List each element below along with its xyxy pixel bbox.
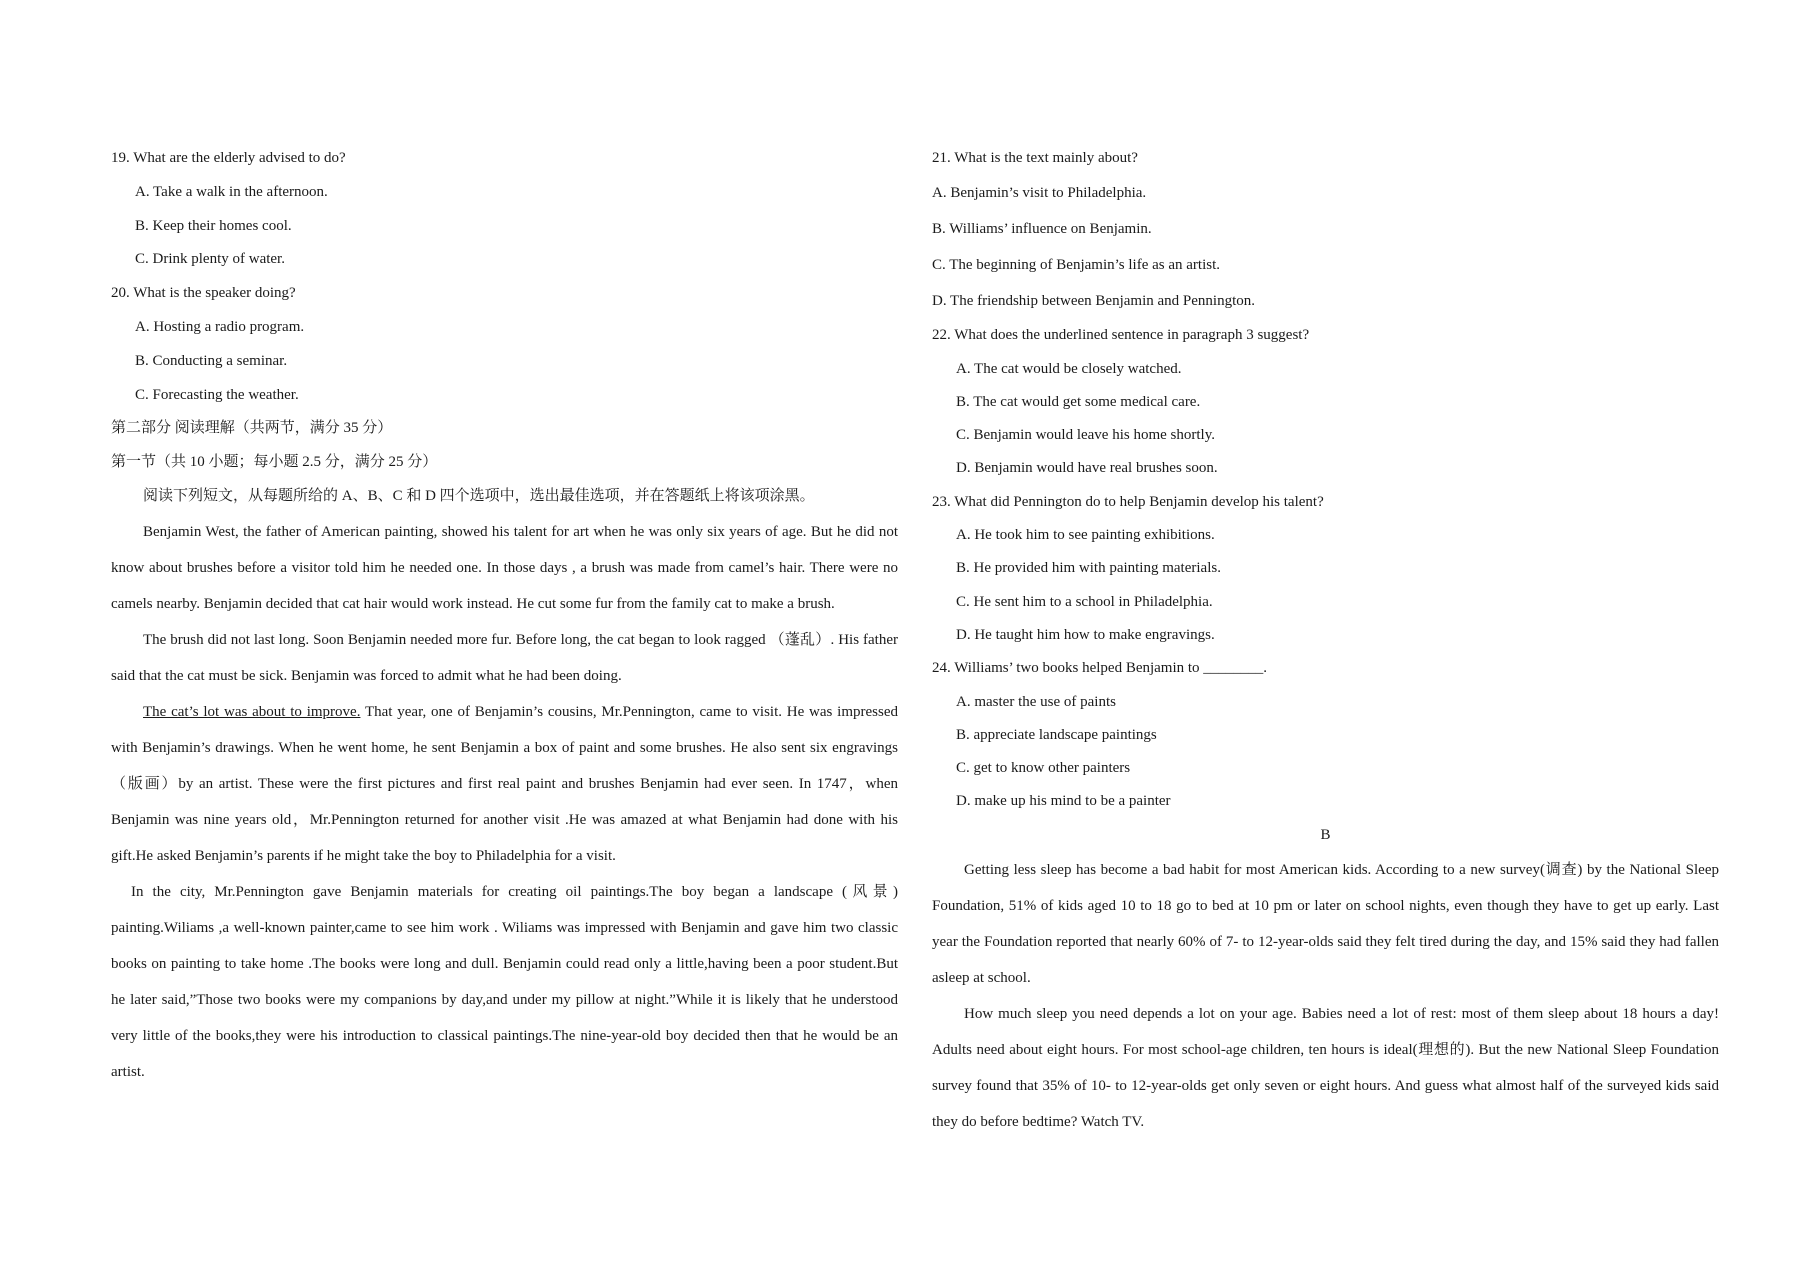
q20-option-a: A. Hosting a radio program. — [135, 318, 305, 335]
reading-instructions: 阅读下列短文，从每题所给的 A、B、C 和 D 四个选项中，选出最佳选项，并在答题纸上将该项涂黑。 — [143, 487, 815, 504]
passage-a-paragraph-4: In the city, Mr.Pennington gave Benjamin materials for creating oil paintings.The boy began a landscape (风景) painting.Wiliams ,a well-known painter,came to see him work . Wiliams was impressed with Benjamin and gave him two classic books on painting to take home .The books were long and dull. Benjamin could read only a little,having been a poor student.But he later said,”Those two books were my companions by day,and under my pillow at night.”While it is likely that he understood very little of the books,they were his introduction to classical paintings.The nine-year-old boy decided then that he would be an artist. — [111, 883, 898, 1080]
q19-option-b: B. Keep their homes cool. — [135, 217, 292, 234]
q21-option-d: D. The friendship between Benjamin and Pennington. — [932, 293, 1255, 310]
q22-option-a: A. The cat would be closely watched. — [956, 360, 1182, 377]
q20-option-b: B. Conducting a seminar. — [135, 352, 288, 369]
q21-option-a: A. Benjamin’s visit to Philadelphia. — [932, 185, 1147, 202]
q23-option-b: B. He provided him with painting materials. — [956, 560, 1221, 577]
section1-heading: 第一节（共 10 小题；每小题 2.5 分，满分 25 分） — [111, 454, 438, 471]
right-column — [932, 142, 1719, 1140]
q24-option-b: B. appreciate landscape paintings — [956, 726, 1157, 743]
passage-a-paragraph-2: The brush did not last long. Soon Benjamin needed more fur. Before long, the cat began to look ragged （蓬乱）. His father said that the cat must be sick. Benjamin was forced to admit what he had been doing. — [111, 631, 898, 684]
underlined-sentence: The cat’s lot was about to improve. — [143, 703, 361, 720]
passage-a-paragraph-1: Benjamin West, the father of American painting, showed his talent for art when he was only six years of age. But he did not know about brushes before a visitor told him he needed one. In those days , a brush was made from camel’s hair. There were no camels nearby. Benjamin decided that cat hair would work instead. He cut some fur from the family cat to make a brush. — [111, 523, 898, 612]
q22-stem: 22. What does the underlined sentence in paragraph 3 suggest? — [932, 327, 1310, 344]
q20-stem: 20. What is the speaker doing? — [111, 285, 296, 302]
q22-option-d: D. Benjamin would have real brushes soon. — [956, 460, 1218, 477]
passage-b-paragraph-1: Getting less sleep has become a bad habit for most American kids. According to a new survey(调查) by the National Sleep Foundation, 51% of kids aged 10 to 18 go to bed at 10 pm or later on school nights, even though they have to get up early. Last year the Foundation reported that nearly 60% of 7- to 12-year-olds said they felt tired during the day, and 15% said they had fallen asleep at school. — [932, 862, 1719, 987]
q21-stem: 21. What is the text mainly about? — [932, 150, 1138, 166]
left-column — [111, 142, 898, 1090]
q23-option-d: D. He taught him how to make engravings. — [956, 626, 1215, 643]
q23-option-c: C. He sent him to a school in Philadelphia. — [956, 593, 1213, 610]
q23-stem: 23. What did Pennington do to help Benjamin develop his talent? — [932, 493, 1324, 510]
q24-stem: 24. Williams’ two books helped Benjamin to ________. — [932, 660, 1268, 677]
q20-option-c: C. Forecasting the weather. — [135, 386, 299, 403]
q24-option-a: A. master the use of paints — [956, 693, 1116, 710]
part2-heading: 第二部分 阅读理解（共两节，满分 35 分） — [111, 420, 393, 437]
q19-option-c: C. Drink plenty of water. — [135, 251, 285, 268]
q19-stem: 19. What are the elderly advised to do? — [111, 150, 346, 166]
q23-option-a: A. He took him to see painting exhibitions. — [956, 527, 1215, 544]
q22-option-b: B. The cat would get some medical care. — [956, 393, 1201, 410]
q21-option-b: B. Williams’ influence on Benjamin. — [932, 221, 1152, 238]
passage-a-paragraph-3-text: That year, one of Benjamin’s cousins, Mr.Pennington, came to visit. He was impressed with Benjamin’s drawings. When he went home, he sent Benjamin a box of paint and some brushes. He also sent six engravings （版画）by an artist. These were the first pictures and first real paint and brushes Benjamin had ever seen. In 1747，when Benjamin was nine years old，Mr.Pennington returned for another visit .He was amazed at what Benjamin had done with his gift.He asked Benjamin’s parents if he might take the boy to Philadelphia for a visit. — [111, 703, 898, 864]
passage-b-paragraph-2: How much sleep you need depends a lot on your age. Babies need a lot of rest: most of them sleep about 18 hours a day! Adults need about eight hours. For most school-age children, ten hours is ideal(理想的). But the new National Sleep Foundation survey found that 35% of 10- to 12-year-olds get only seven or eight hours. And guess what almost half of the surveyed kids said they do before bedtime? Watch TV. — [932, 1006, 1719, 1131]
q22-option-c: C. Benjamin would leave his home shortly. — [956, 427, 1215, 444]
passage-a-paragraph-3 — [111, 694, 898, 874]
section-b-label: B — [1320, 826, 1331, 843]
q21-option-c: C. The beginning of Benjamin’s life as an artist. — [932, 257, 1221, 274]
q24-option-d: D. make up his mind to be a painter — [956, 793, 1171, 810]
q24-option-c: C. get to know other painters — [956, 760, 1131, 777]
q19-option-a: A. Take a walk in the afternoon. — [135, 183, 328, 200]
